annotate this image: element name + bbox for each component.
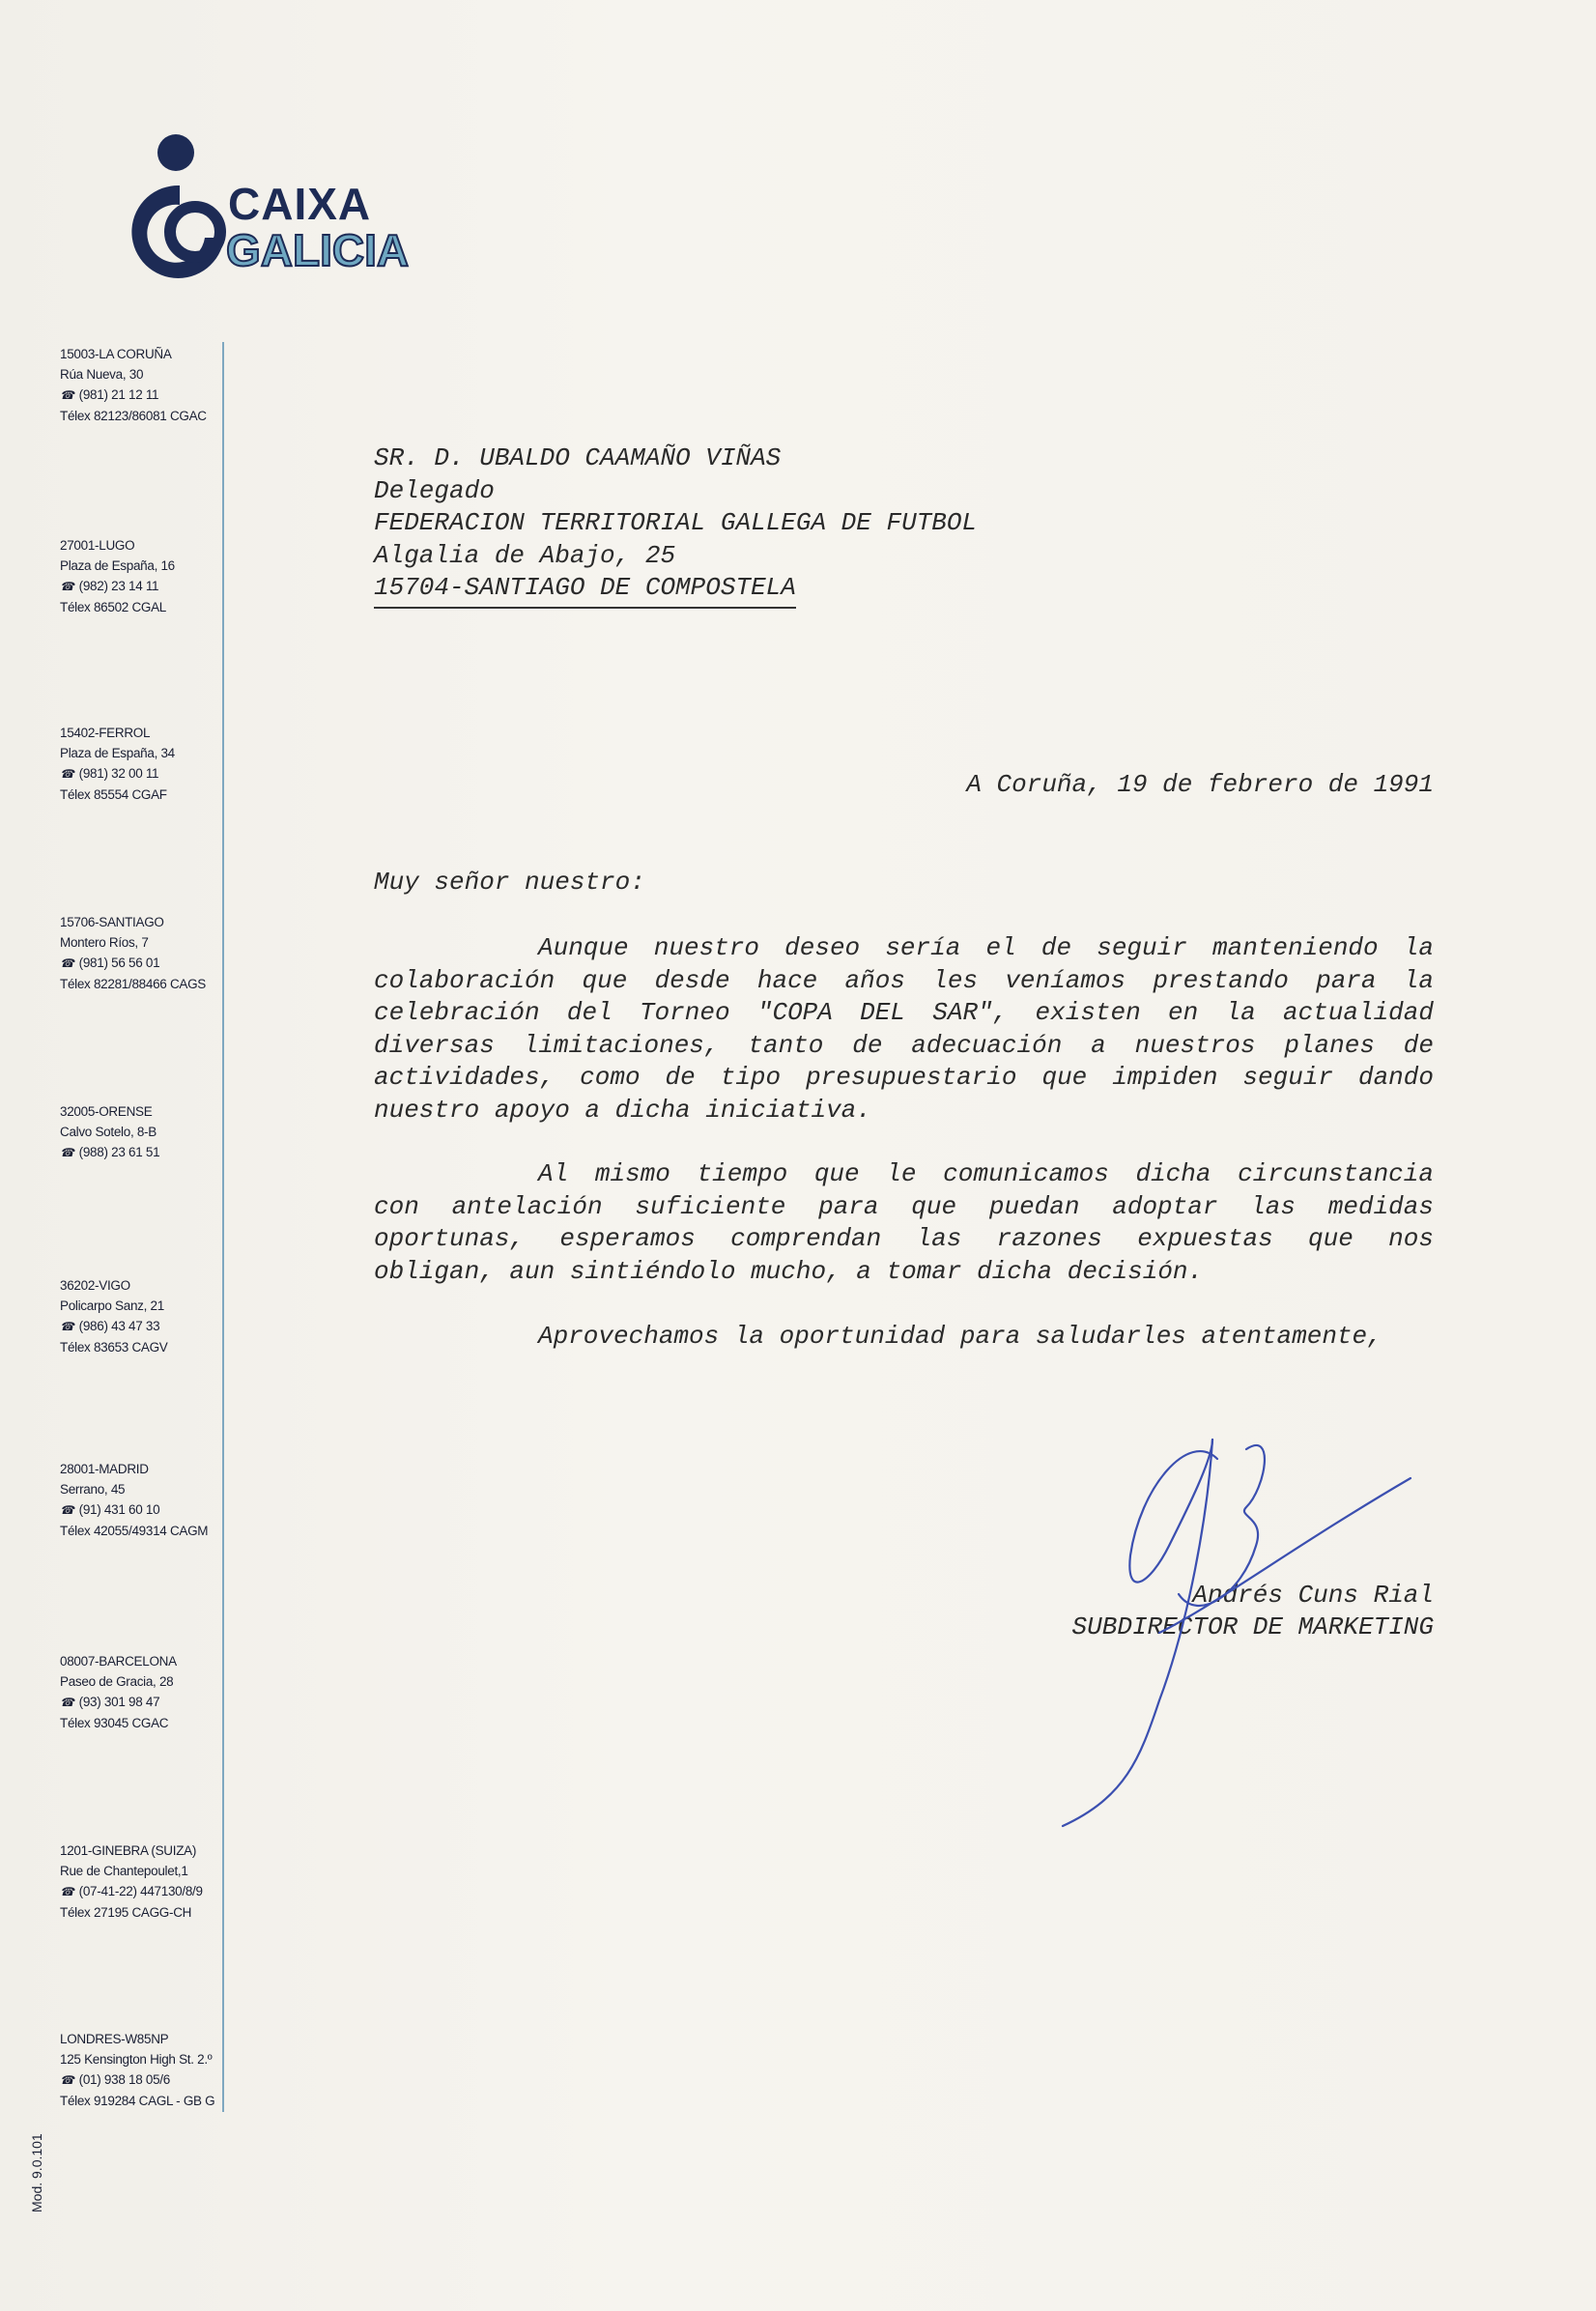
office-telex: Télex 83653 CAGV <box>60 1340 168 1355</box>
office-phone-line <box>60 385 207 406</box>
office-phone: (982) 23 14 11 <box>78 579 159 593</box>
office-7 <box>60 1651 177 1733</box>
office-telex: Télex 85554 CGAF <box>60 787 167 802</box>
office-phone-line <box>60 953 206 974</box>
office-phone: (93) 301 98 47 <box>78 1695 160 1709</box>
office-3 <box>60 912 206 994</box>
phone-icon: ☎ <box>60 1503 74 1517</box>
office-4 <box>60 1101 159 1163</box>
recipient-street: Algalia de Abajo, 25 <box>374 540 676 570</box>
office-city: 32005-ORENSE <box>60 1104 153 1119</box>
office-address: Rue de Chantepoulet,1 <box>60 1864 188 1878</box>
phone-icon: ☎ <box>60 580 74 593</box>
phone-icon: ☎ <box>60 2073 74 2087</box>
paragraph-line: diversas limitaciones, tanto de adecuación a nuestros planes de <box>374 1030 1434 1060</box>
logo-mark-icon <box>124 131 230 286</box>
office-address: Serrano, 45 <box>60 1482 126 1497</box>
office-6 <box>60 1459 208 1541</box>
phone-icon: ☎ <box>60 956 74 970</box>
paragraph-line: oportunas, esperamos comprendan las razones expuestas que nos <box>374 1224 1434 1253</box>
office-phone: (986) 43 47 33 <box>78 1319 160 1333</box>
office-telex: Télex 919284 CAGL - GB G <box>60 2094 215 2108</box>
greeting: Muy señor nuestro: <box>374 868 645 897</box>
recipient-city: 15704-SANTIAGO DE COMPOSTELA <box>374 572 796 609</box>
office-1 <box>60 535 175 617</box>
form-code: Mod. 9.0.101 <box>29 2133 44 2212</box>
paragraph-line: nuestro apoyo a dicha iniciativa. <box>374 1095 871 1125</box>
office-phone-line <box>60 1692 177 1713</box>
office-address: Montero Ríos, 7 <box>60 935 149 950</box>
paragraph-line: Al mismo tiempo que le comunicamos dicha circunstancia <box>538 1159 1434 1188</box>
office-phone: (981) 56 56 01 <box>78 956 160 970</box>
paragraph-line: colaboración que desde hace años les veníamos prestando para la <box>374 965 1434 995</box>
paragraph-line: Aunque nuestro deseo sería el de seguir manteniendo la <box>538 933 1434 962</box>
office-address: Plaza de España, 16 <box>60 558 175 573</box>
paragraph-1 <box>374 932 1434 1127</box>
office-address: Policarpo Sanz, 21 <box>60 1298 164 1313</box>
logo-text-caixa: CAIXA <box>228 179 372 229</box>
letter-date: A Coruña, 19 de febrero de 1991 <box>966 770 1434 799</box>
office-telex: Télex 86502 CGAL <box>60 600 167 614</box>
phone-icon: ☎ <box>60 1885 74 1898</box>
office-city: 15402-FERROL <box>60 726 151 740</box>
closing: Aprovechamos la oportunidad para saludarles atentamente, <box>538 1322 1382 1351</box>
office-5 <box>60 1275 168 1357</box>
office-address: Calvo Sotelo, 8-B <box>60 1125 157 1139</box>
office-city: 15706-SANTIAGO <box>60 915 164 929</box>
office-phone-line <box>60 2069 214 2091</box>
recipient-organization: FEDERACION TERRITORIAL GALLEGA DE FUTBOL <box>374 508 978 537</box>
signatory-name: Andrés Cuns Rial <box>1192 1581 1434 1610</box>
phone-icon: ☎ <box>60 1696 74 1709</box>
office-phone-line <box>60 1142 159 1163</box>
office-address: Paseo de Gracia, 28 <box>60 1674 174 1689</box>
office-city: 28001-MADRID <box>60 1462 149 1476</box>
phone-icon: ☎ <box>60 767 74 781</box>
paragraph-line: actividades, como de tipo presupuestario que impiden seguir dando <box>374 1063 1434 1092</box>
office-city: 1201-GINEBRA (SUIZA) <box>60 1843 197 1858</box>
office-phone: (988) 23 61 51 <box>78 1145 160 1159</box>
office-city: 15003-LA CORUÑA <box>60 347 172 361</box>
office-0 <box>60 344 207 426</box>
office-telex: Télex 82123/86081 CGAC <box>60 409 207 423</box>
logo-text-galicia: GALICIA <box>226 225 410 275</box>
office-address: Plaza de España, 34 <box>60 746 175 760</box>
signatory-title: SUBDIRECTOR DE MARKETING <box>1071 1612 1434 1641</box>
paragraph-2 <box>374 1158 1434 1288</box>
sidebar-divider <box>222 342 224 2112</box>
phone-icon: ☎ <box>60 1320 74 1333</box>
paragraph-line: obligan, aun sintiéndolo mucho, a tomar dicha decisión. <box>374 1256 1204 1286</box>
office-2 <box>60 723 175 805</box>
office-telex: Télex 27195 CAGG-CH <box>60 1905 192 1920</box>
office-8 <box>60 1840 203 1923</box>
office-telex: Télex 82281/88466 CAGS <box>60 977 207 991</box>
office-telex: Télex 42055/49314 CAGM <box>60 1524 209 1538</box>
office-9 <box>60 2029 214 2111</box>
caixa-galicia-logo <box>124 131 413 286</box>
office-city: 36202-VIGO <box>60 1278 130 1293</box>
phone-icon: ☎ <box>60 388 74 402</box>
handwritten-signature <box>1043 1430 1430 1836</box>
paragraph-line: con antelación suficiente para que puedan adoptar las medidas <box>374 1191 1434 1221</box>
office-phone-line <box>60 763 175 785</box>
office-address: Rúa Nueva, 30 <box>60 367 144 382</box>
office-phone-line <box>60 576 175 597</box>
office-phone: (91) 431 60 10 <box>78 1502 160 1517</box>
office-phone-line <box>60 1316 168 1337</box>
office-phone: (981) 21 12 11 <box>78 387 159 402</box>
recipient-name: SR. D. UBALDO CAAMAÑO VIÑAS <box>374 443 782 472</box>
paragraph-line: celebración del Torneo "COPA DEL SAR", existen en la actualidad <box>374 998 1434 1027</box>
office-phone-line <box>60 1881 203 1902</box>
recipient-role: Delegado <box>374 475 495 505</box>
office-phone: (01) 938 18 05/6 <box>78 2072 170 2087</box>
office-city: 27001-LUGO <box>60 538 135 553</box>
phone-icon: ☎ <box>60 1146 74 1159</box>
office-address: 125 Kensington High St. 2.º <box>60 2052 213 2067</box>
office-phone: (07-41-22) 447130/8/9 <box>78 1884 203 1898</box>
office-phone: (981) 32 00 11 <box>78 766 159 781</box>
office-telex: Télex 93045 CGAC <box>60 1716 169 1730</box>
recipient-address <box>374 442 977 609</box>
office-city: 08007-BARCELONA <box>60 1654 177 1669</box>
office-phone-line <box>60 1499 208 1521</box>
office-city: LONDRES-W85NP <box>60 2032 169 2046</box>
